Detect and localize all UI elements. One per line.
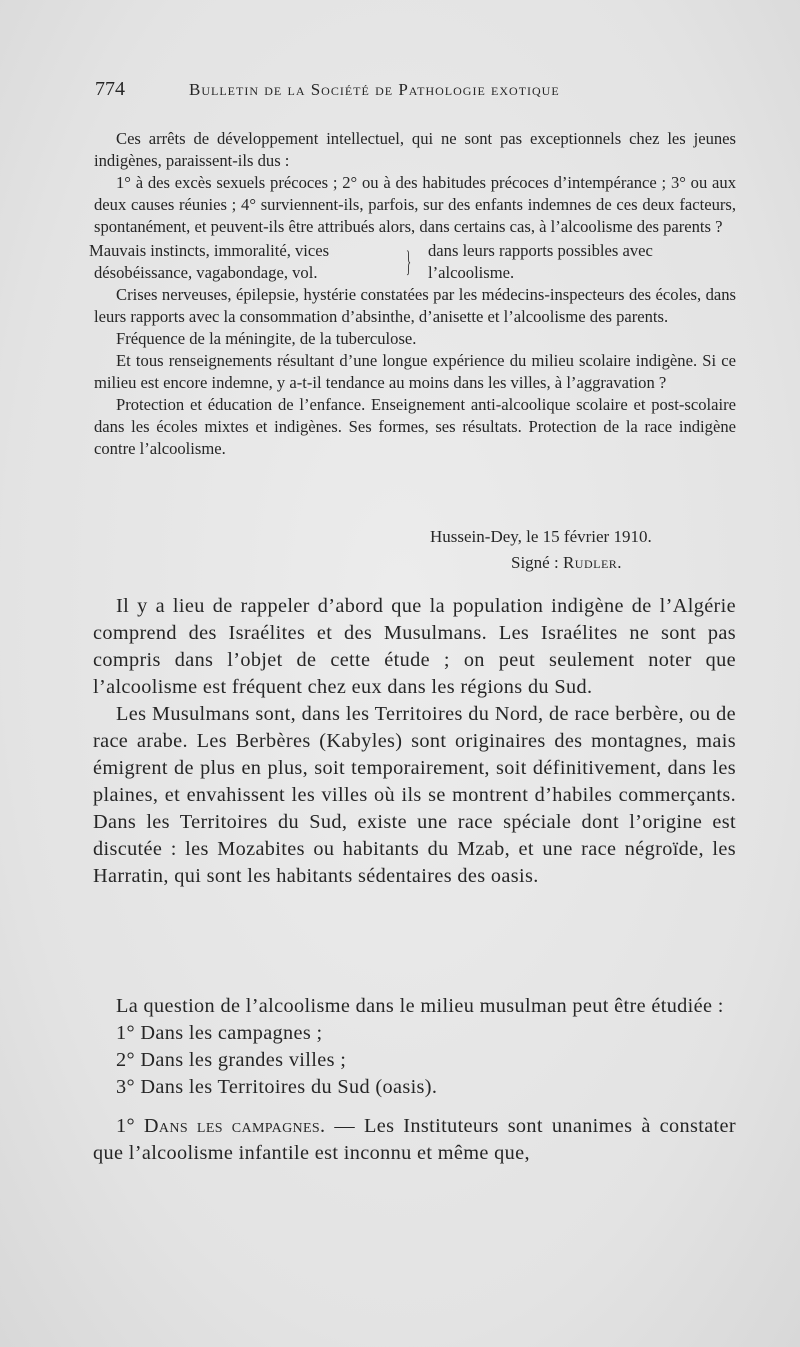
brace-glyph: } (406, 245, 412, 278)
body-paragraph: Les Musulmans sont, dans les Territoires du Nord, de race berbère, ou de race arabe. Les Berbères (Kabyles) sont originaires des montagnes, mais émigrent de plus en plus, soit temporairement, soit définitivement, dans les plaines, et envahissent les villes où ils se montrent d’habiles commerçants. Dans les Territoires du Sud, existe une race spéciale dont l’origine est discutée : les Mozabites ou habitants du Mzab, et une race négroïde, les Harratin, qui sont les habitants sédentaires des oasis. (93, 703, 736, 887)
list-item: 2° Dans les grandes villes ; (116, 1049, 347, 1071)
questionnaire-paragraph: Ces arrêts de développement intellectuel, qui ne sont pas exceptionnels chez les jeunes indigènes, paraissent-ils dus : (94, 129, 736, 170)
signed-name: Rudler. (562, 553, 623, 572)
body-paragraph (93, 1113, 736, 1167)
questionnaire-paragraph: Et tous renseignements résultant d’une longue expérience du milieu scolaire indigène. Si ce milieu est encore indemne, y a-t-il tendance au moins dans les villes, à l’aggravation ? (94, 351, 736, 392)
body-text-continued (93, 993, 736, 1167)
questionnaire-block (89, 128, 736, 460)
page-number: 774 (95, 78, 125, 100)
place-date: Hussein-Dey, le 15 février 1910. (430, 527, 652, 546)
questionnaire-paragraph: 1° à des excès sexuels précoces ; 2° ou à des habitudes précoces d’intempérance ; 3° ou aux deux causes réunies ; 4° surviennent-ils, parfois, sur des enfants indemnes de ces deux facteurs, spontanément, et peuvent-ils être attribués alors, dans certains cas, à l’alcoolisme des parents ? (94, 173, 736, 236)
bracket-left-line: désobéissance, vagabondage, vol. (94, 263, 318, 282)
bracket-right-line: dans leurs rapports possibles avec (428, 241, 653, 260)
body-paragraph: Il y a lieu de rappeler d’abord que la population indigène de l’Algérie comprend des Israélites et des Musulmans. Les Israélites ne sont pas compris dans l’objet de cette étude ; on peut seulement noter que l’alcoolisme est fréquent chez eux dans les régions du Sud. (93, 595, 736, 698)
signature (511, 553, 622, 573)
bracket-item (89, 240, 736, 284)
body-text (93, 593, 736, 890)
questionnaire-paragraph: Protection et éducation de l’enfance. Enseignement anti-alcoolique scolaire et post-scolaire dans les écoles mixtes et indigènes. Ses formes, ses résultats. Protection de la race indigène contre l’alcoolisme. (94, 395, 736, 458)
list-item: 3° Dans les Territoires du Sud (oasis). (116, 1076, 438, 1098)
page-header (95, 78, 655, 108)
signed-label: Signé : (511, 553, 559, 572)
questionnaire-paragraph: Fréquence de la méningite, de la tuberculose. (116, 329, 417, 348)
section-heading: 1° Dans les campagnes. (116, 1115, 326, 1137)
body-paragraph: La question de l’alcoolisme dans le milieu musulman peut être étudiée : (116, 995, 724, 1017)
list-item: 1° Dans les campagnes ; (116, 1022, 323, 1044)
bracket-left-line: Mauvais instincts, immoralité, vices (89, 241, 330, 260)
section-text: — Les Instituteurs sont unanimes à constater que l’alcoolisme infantile est inconnu et même que, (93, 1115, 736, 1164)
questionnaire-paragraph: Crises nerveuses, épilepsie, hystérie constatées par les médecins-inspecteurs des écoles, dans leurs rapports avec la consommation d’absinthe, d’anisette et l’alcoolisme des parents. (94, 285, 736, 326)
running-title: Bulletin de la Société de Pathologie exotique (189, 80, 560, 99)
bracket-right-line: l’alcoolisme. (428, 263, 515, 282)
